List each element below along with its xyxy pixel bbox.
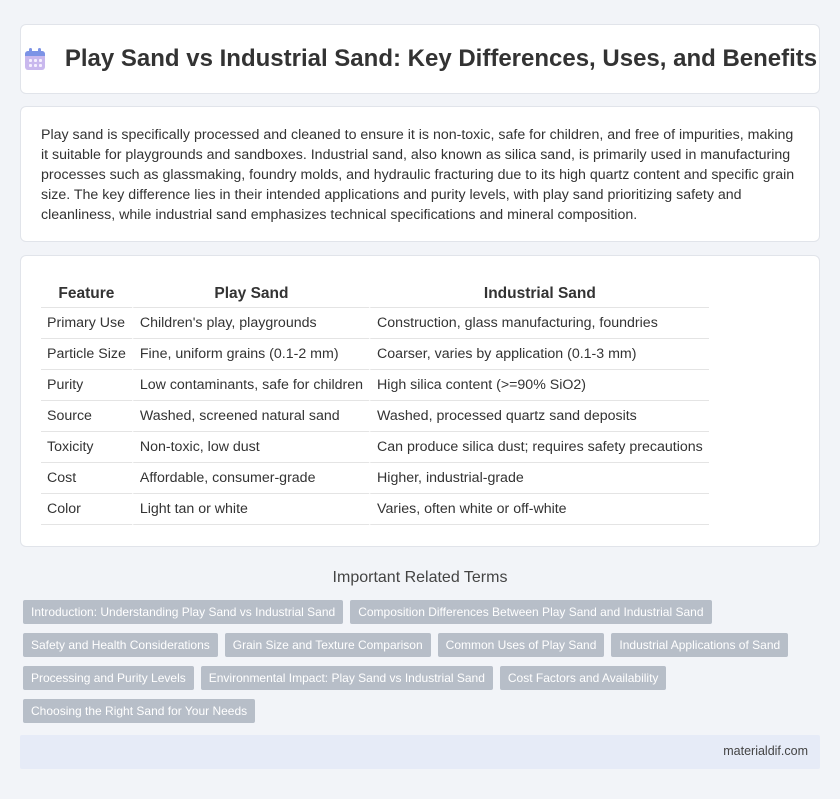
table-row [41, 339, 709, 370]
industrial-sand-cell: Varies, often white or off-white [369, 494, 709, 525]
play-sand-cell: Low contaminants, safe for children [132, 370, 369, 401]
play-sand-cell: Affordable, consumer-grade [132, 463, 369, 494]
play-sand-cell: Light tan or white [132, 494, 369, 525]
comparison-table [41, 280, 709, 525]
intro-text: Play sand is specifically processed and cleaned to ensure it is non-toxic, safe for children, and free of impurities, making it suitable for playgrounds and sandboxes. Industrial sand, also known as silica sand, is primarily used in manufacturing processes such as glassmaking, foundry molds, and hydraulic fracturing due to its high quartz content and specific grain size. The key difference lies in their intended applications and purity levels, with play sand prioritizing safety and cleanliness, while industrial sand emphasizes technical specifications and mineral composition. [41, 127, 795, 223]
related-terms-title: Important Related Terms [332, 569, 508, 586]
industrial-sand-cell: High silica content (>=90% SiO2) [369, 370, 709, 401]
play-sand-cell: Fine, uniform grains (0.1-2 mm) [132, 339, 369, 370]
play-sand-cell: Children's play, playgrounds [132, 308, 369, 339]
column-header-industrial-sand: Industrial Sand [369, 280, 709, 308]
table-row [41, 308, 709, 339]
table-row [41, 401, 709, 432]
table-row [41, 494, 709, 525]
column-header-play-sand: Play Sand [132, 280, 369, 308]
industrial-sand-cell: Construction, glass manufacturing, foundries [369, 308, 709, 339]
industrial-sand-cell: Coarser, varies by application (0.1-3 mm) [369, 339, 709, 370]
page-footer [20, 735, 820, 769]
feature-cell: Purity [41, 370, 132, 401]
page-title: Play Sand vs Industrial Sand: Key Differences, Uses, and Benefits [64, 45, 818, 72]
play-sand-cell: Non-toxic, low dust [132, 432, 369, 463]
page-header [20, 24, 820, 94]
related-term-tag[interactable]: Composition Differences Between Play Sand and Industrial Sand [350, 600, 711, 624]
related-term-tag[interactable]: Safety and Health Considerations [23, 633, 218, 657]
related-terms-list [23, 600, 813, 723]
feature-cell: Toxicity [41, 432, 132, 463]
related-term-tag[interactable]: Industrial Applications of Sand [611, 633, 788, 657]
related-term-tag[interactable]: Grain Size and Texture Comparison [225, 633, 431, 657]
feature-cell: Particle Size [41, 339, 132, 370]
calendar-icon [23, 47, 47, 71]
related-term-tag[interactable]: Common Uses of Play Sand [438, 633, 605, 657]
feature-cell: Color [41, 494, 132, 525]
table-row [41, 370, 709, 401]
site-name[interactable]: materialdif.com [723, 744, 808, 758]
play-sand-cell: Washed, screened natural sand [132, 401, 369, 432]
feature-cell: Cost [41, 463, 132, 494]
industrial-sand-cell: Washed, processed quartz sand deposits [369, 401, 709, 432]
industrial-sand-cell: Can produce silica dust; requires safety precautions [369, 432, 709, 463]
table-row [41, 463, 709, 494]
related-term-tag[interactable]: Cost Factors and Availability [500, 666, 667, 690]
column-header-feature: Feature [41, 280, 132, 308]
related-term-tag[interactable]: Environmental Impact: Play Sand vs Industrial Sand [201, 666, 493, 690]
feature-cell: Source [41, 401, 132, 432]
related-term-tag[interactable]: Processing and Purity Levels [23, 666, 194, 690]
table-row [41, 432, 709, 463]
industrial-sand-cell: Higher, industrial-grade [369, 463, 709, 494]
intro-card [20, 106, 820, 242]
comparison-card [20, 255, 820, 547]
related-term-tag[interactable]: Choosing the Right Sand for Your Needs [23, 699, 255, 723]
table-header-row [41, 280, 709, 308]
feature-cell: Primary Use [41, 308, 132, 339]
related-term-tag[interactable]: Introduction: Understanding Play Sand vs Industrial Sand [23, 600, 343, 624]
